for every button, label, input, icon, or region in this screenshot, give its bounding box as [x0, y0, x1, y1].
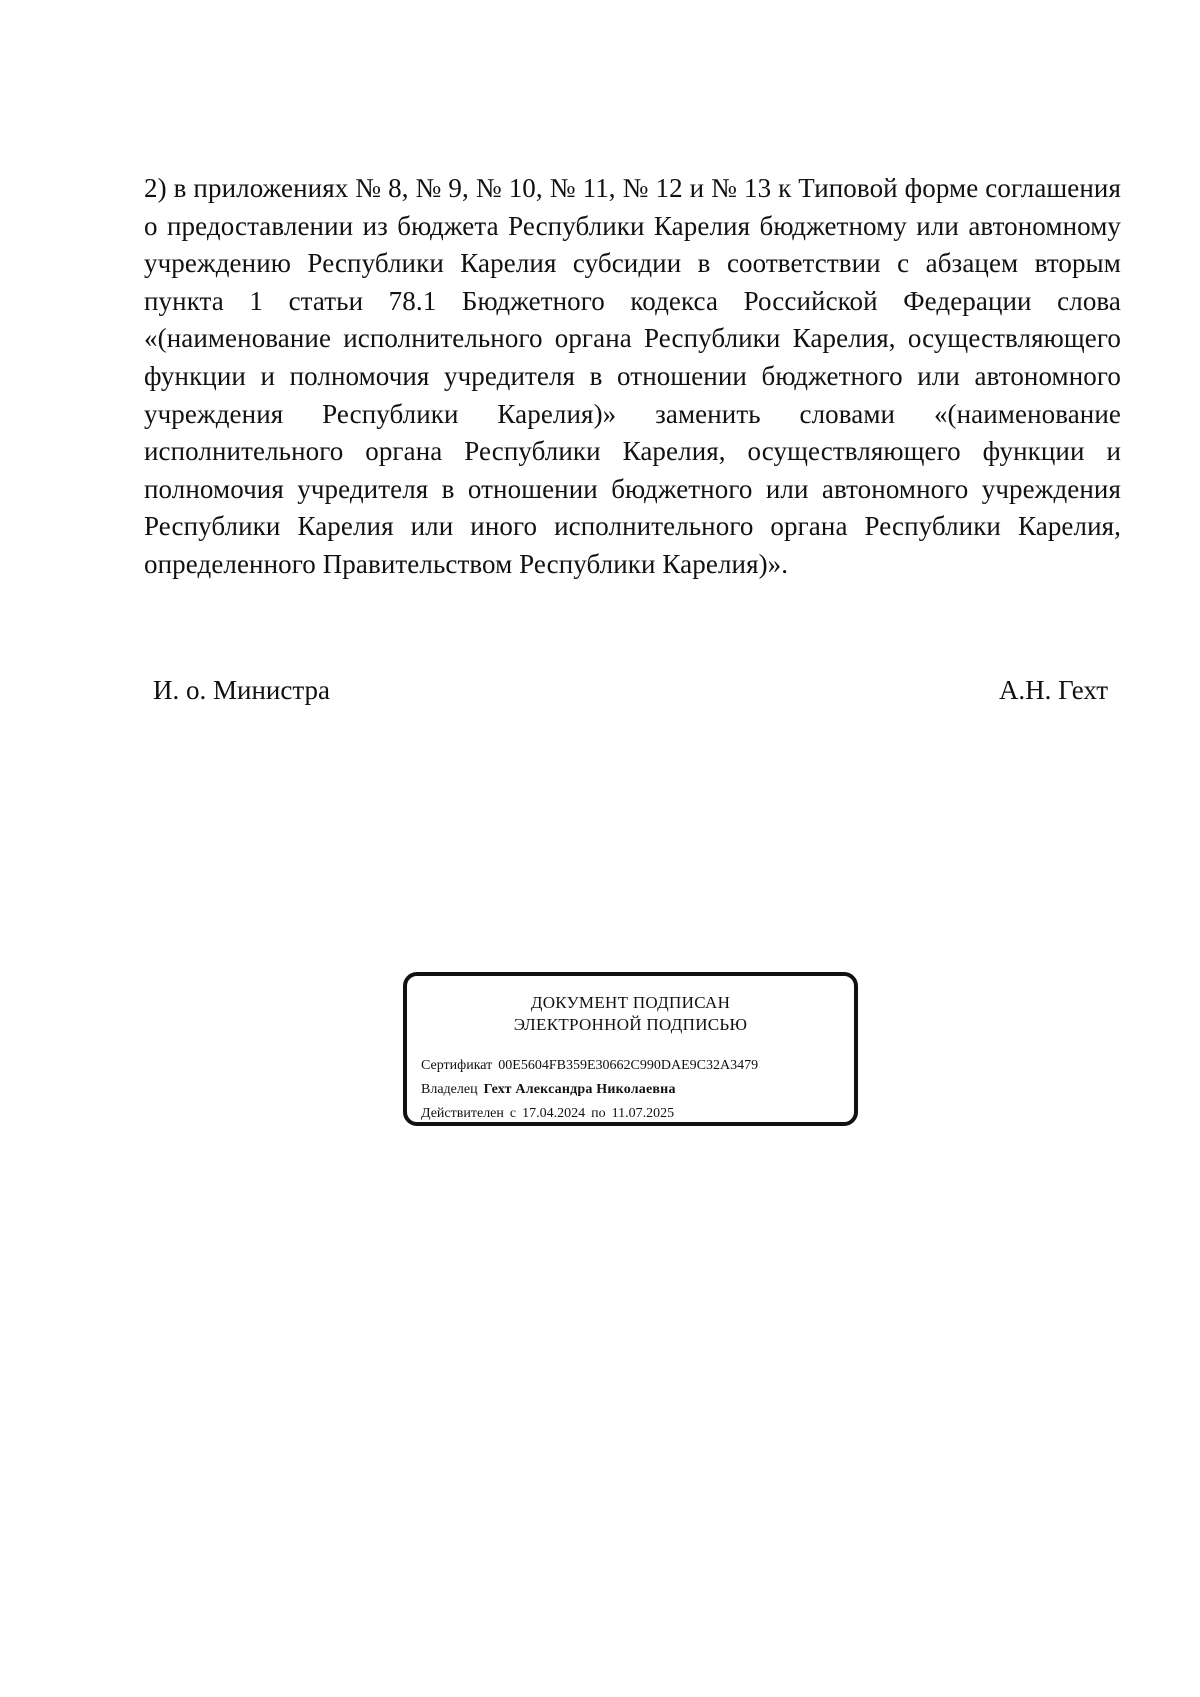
signatory-name: А.Н. Гехт	[998, 675, 1108, 705]
valid-from-date: 17.04.2024	[522, 1106, 586, 1121]
stamp-details	[421, 1054, 758, 1126]
certificate-value: 00E5604FB359E30662C990DAE9C32A3479	[498, 1058, 759, 1073]
valid-to-date: 11.07.2025	[611, 1106, 675, 1121]
stamp-heading-line-2: ЭЛЕКТРОННОЙ ПОДПИСЬЮ	[513, 1015, 748, 1034]
stamp-owner-row	[421, 1078, 758, 1102]
stamp-certificate-row	[421, 1054, 758, 1078]
valid-label: Действителен	[421, 1106, 504, 1121]
owner-value: Гехт Александра Николаевна	[483, 1082, 676, 1097]
certificate-label: Сертификат	[421, 1058, 493, 1073]
stamp-heading-line-1: ДОКУМЕНТ ПОДПИСАН	[530, 993, 731, 1012]
stamp-heading	[407, 992, 854, 1036]
stamp-validity-row	[421, 1102, 758, 1126]
valid-to-label: по	[591, 1106, 606, 1121]
signature-block	[153, 672, 1108, 708]
electronic-signature-stamp	[403, 972, 858, 1126]
owner-label: Владелец	[421, 1082, 478, 1097]
valid-from-label: с	[509, 1106, 517, 1121]
signatory-position: И. о. Министра	[153, 675, 330, 705]
body-paragraph: 2) в приложениях № 8, № 9, № 10, № 11, № 12 и № 13 к Типовой форме соглашения о предоставлении из бюджета Республики Карелия бюджетному или автономному учреждению Республики Карелия субсидии в соответствии с абзацем вторым пункта 1 статьи 78.1 Бюджетного кодекса Российской Федерации слова «(наименование исполнительного органа Республики Карелия, осуществляющего функции и полномочия учредителя в отношении бюджетного или автономного учреждения Республики Карелия)» заменить словами «(наименование исполнительного органа Республики Карелия, осуществляющего функции и полномочия учредителя в отношении бюджетного или автономного учреждения Республики Карелия или иного исполнительного органа Республики Карелия, определенного Правительством Республики Карелия)».	[144, 173, 1121, 579]
